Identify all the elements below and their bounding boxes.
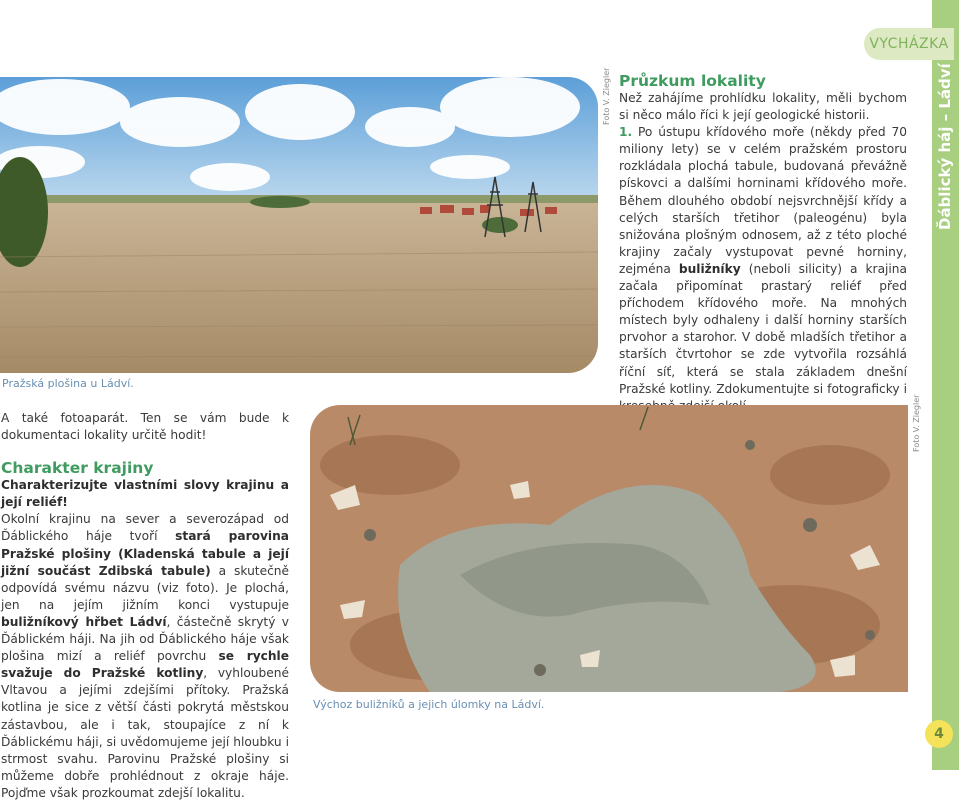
paragraph-landscape	[1, 511, 289, 802]
item-1-number: 1.	[619, 125, 633, 140]
item-1-bold: buližníky	[678, 261, 741, 276]
section-tag: VYCHÁZKA	[864, 28, 954, 60]
subheading-task: Charakterizujte vlastními slovy krajinu a její reliéf!	[1, 478, 289, 510]
paragraph-continuation: A také fotoaparát. Ten se vám bude k dokumentaci lokality určitě hodit!	[1, 411, 289, 443]
landscape-text-2: a skutečně odpovídá svému názvu (viz foto). Je plochá, jen na jejím jižním konci vystupuje	[1, 563, 289, 612]
heading-site-survey: Průzkum lokality	[619, 72, 766, 90]
photo-landscape	[0, 77, 598, 373]
photo-rock-caption: Výchoz buližníků a jejich úlomky na Ládví.	[313, 698, 545, 711]
photo-landscape-credit: Foto V. Ziegler	[602, 67, 611, 125]
paragraph-intro: Než zahájíme prohlídku lokality, měli bychom si něco málo říci k její geologické historii.	[619, 91, 907, 123]
landscape-text-4: , vyhloubené Vltavou a jejími zdejšími přítoky. Pražská kotlina je sice z větší části pokrytá městskou zástavbou, ale i tak, stoupajíce z ní k Ďáblickému háji, si uvědomujeme její hloubku i strmost svahu. Parovinu Pražské plošiny si můžeme dobře prohlédnout z okraje háje. Pojďme však prozkoumat zdejší lokalitu.	[1, 666, 289, 800]
photo-landscape-caption: Pražská plošina u Ládví.	[2, 377, 134, 390]
left-column	[1, 410, 289, 802]
landscape-bold-1: stará parovina Pražské plošiny (Kladenská tabule a její jižní součást Zdibská tabule)	[1, 529, 289, 578]
landscape-bold-3: se rychle svažuje do Pražské kotliny	[1, 649, 289, 681]
paragraph-item-1	[619, 124, 907, 415]
item-1-text-a: Po ústupu křídového moře (někdy před 70 miliony lety) se v celém pražském prostoru rozkládala plochá tabule, budovaná převážně pískovci a dalšími horninami křídového moře. Během dlouhého období nejsvrchnější křídy a celých starších třetihor (paleogénu) byla snižována plošným odnosem, až z této ploché krajiny začaly vystupovat pevné horniny, zejména	[619, 125, 908, 276]
item-1-text-b: (neboli silicity) a krajina začala připomínat prastarý reliéf před příchodem křídového moře. Na mnohých místech byly odhaleny i další horniny starších prvohor a starohor. V době mladších třetihor a starších čtvrtohor se zde vytvořila rozsáhlá říční síť, která se stala základem dnešní Pražské kotliny. Zdokumentujte si fotograficky i	[619, 261, 908, 396]
landscape-text-1: Okolní krajinu na sever a severozápad od Ďáblického háje tvoří	[1, 512, 289, 544]
photo-rock-credit: Foto V. Ziegler	[912, 394, 921, 452]
landscape-text-3: , částečně skrytý v Ďáblickém háji. Na jih od Ďáblického háje však plošina mizí a reliéf povrchu	[1, 614, 289, 664]
sidebar-title: Ďáblický háj – Ládví	[936, 63, 954, 230]
photo-rock-outcrop	[310, 405, 908, 692]
heading-landscape-character: Charakter krajiny	[1, 459, 154, 478]
page-number: 4	[925, 720, 953, 748]
landscape-bold-2: buližníkový hřbet Ládví	[1, 614, 167, 629]
